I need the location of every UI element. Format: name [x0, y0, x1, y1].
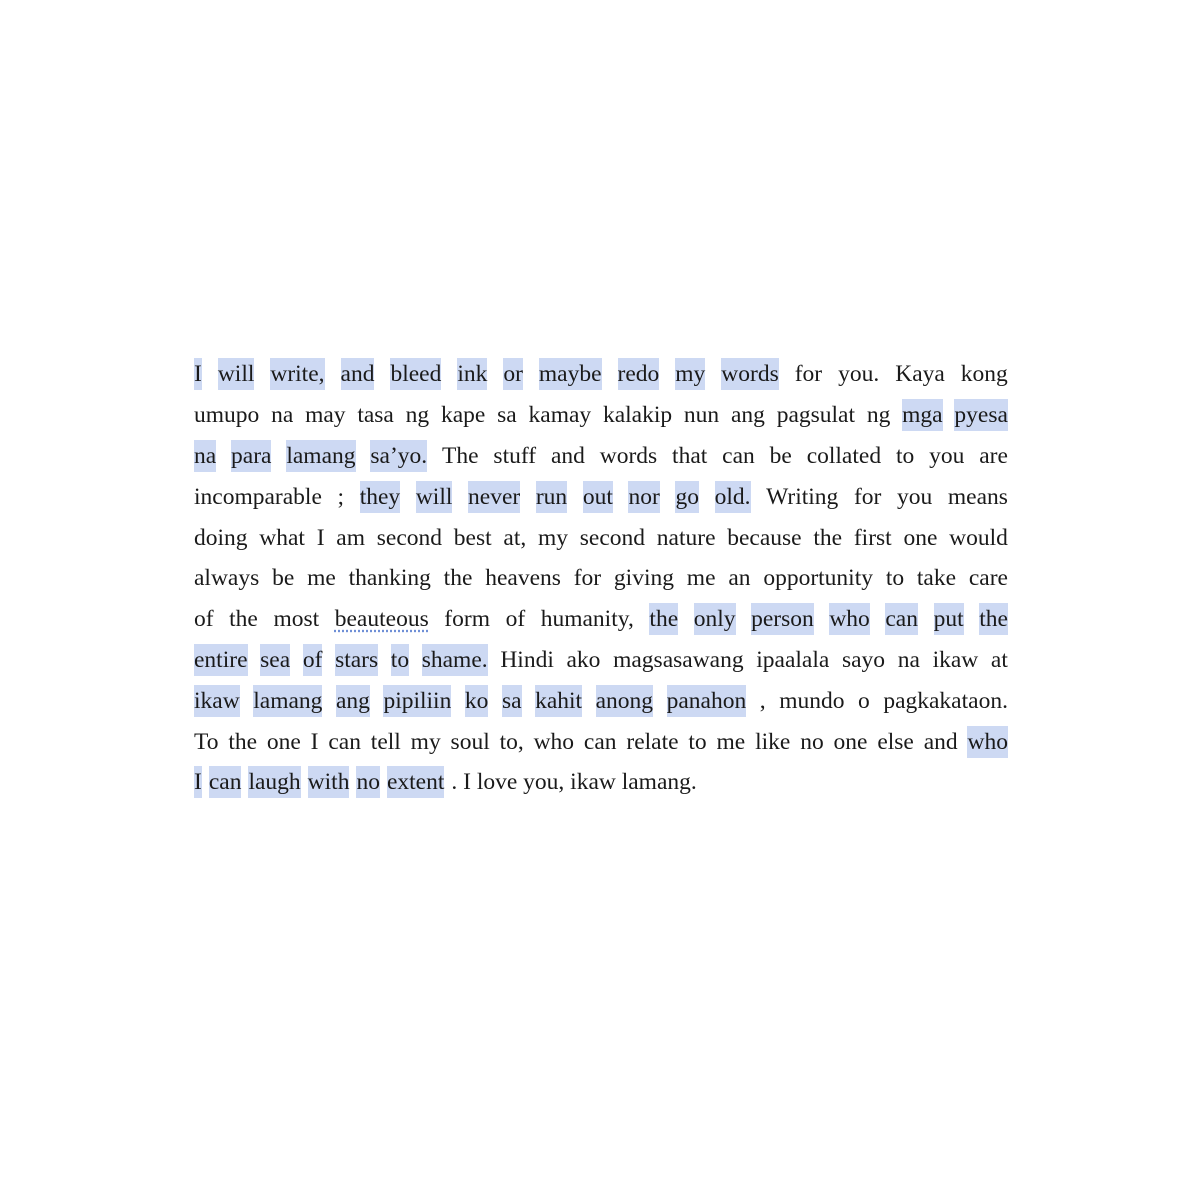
word: Hindi	[500, 646, 554, 673]
word: the	[813, 524, 843, 551]
word: my	[537, 524, 569, 551]
word: sayo	[841, 646, 886, 673]
highlighted-word: na	[194, 440, 216, 472]
highlighted-word: go	[675, 481, 699, 513]
word: for	[794, 361, 823, 388]
word: can	[722, 442, 755, 469]
word: and	[550, 442, 585, 469]
word: na	[271, 402, 294, 429]
word: na	[897, 646, 920, 673]
word: mundo	[779, 687, 845, 714]
word: ikaw	[932, 646, 979, 673]
word: you	[929, 442, 965, 469]
text-line	[194, 395, 1008, 436]
word: who	[533, 728, 575, 755]
word: of	[505, 606, 526, 633]
word: me	[686, 565, 716, 592]
word: because	[727, 524, 802, 551]
word: ang	[730, 402, 765, 429]
underlined-word: beauteous	[334, 606, 429, 633]
word: . I love you, ikaw lamang.	[451, 769, 697, 796]
word: Writing	[766, 483, 839, 510]
highlighted-word: who	[829, 603, 869, 635]
word: pagsulat	[776, 402, 856, 429]
text-line	[194, 599, 1008, 640]
word: collated	[806, 442, 882, 469]
highlighted-word: only	[694, 603, 736, 635]
highlighted-word: ikaw	[194, 685, 240, 717]
highlighted-word: nor	[628, 481, 659, 513]
text-line	[194, 680, 1008, 721]
highlighted-word: put	[934, 603, 964, 635]
highlighted-word: anong	[596, 685, 653, 717]
highlighted-word: and	[341, 358, 375, 390]
word: may	[305, 402, 346, 429]
word: ng	[405, 402, 430, 429]
word: giving	[613, 565, 674, 592]
word: I	[316, 524, 325, 551]
highlighted-word: I	[194, 766, 202, 798]
highlighted-word: no	[356, 766, 380, 798]
word: one	[833, 728, 868, 755]
word: at,	[503, 524, 527, 551]
word: tell	[370, 728, 401, 755]
word: for	[573, 565, 602, 592]
highlighted-word: the	[649, 603, 678, 635]
highlighted-word: shame.	[422, 644, 488, 676]
highlighted-word: lamang	[253, 685, 322, 717]
word: Kaya	[895, 361, 945, 388]
word: o	[858, 687, 870, 714]
text-line	[194, 558, 1008, 599]
word: umupo	[194, 402, 260, 429]
highlighted-word: I	[194, 358, 202, 390]
highlighted-word: person	[751, 603, 814, 635]
word: kape	[440, 402, 486, 429]
word: the	[228, 728, 258, 755]
word: like	[755, 728, 791, 755]
word: form	[444, 606, 490, 633]
word: ng	[866, 402, 891, 429]
highlighted-word: never	[468, 481, 520, 513]
highlighted-word: of	[303, 644, 323, 676]
highlighted-word: panahon	[667, 685, 747, 717]
word: one	[903, 524, 938, 551]
highlighted-word: my	[675, 358, 705, 390]
word: soul	[450, 728, 490, 755]
word: and	[923, 728, 958, 755]
text-line	[194, 762, 1008, 803]
highlighted-word: entire	[194, 644, 248, 676]
word: I	[310, 728, 319, 755]
highlighted-word: ang	[336, 685, 370, 717]
word: for	[853, 483, 882, 510]
word: at	[990, 646, 1008, 673]
word: be	[272, 565, 295, 592]
word: kong	[960, 361, 1008, 388]
highlighted-word: ko	[465, 685, 489, 717]
word: humanity,	[540, 606, 634, 633]
word: incomparable	[194, 483, 322, 510]
word: to	[885, 565, 905, 592]
word: one	[266, 728, 301, 755]
highlighted-word: ink	[457, 358, 487, 390]
highlighted-word: stars	[335, 644, 378, 676]
word: best	[453, 524, 492, 551]
word: an	[728, 565, 751, 592]
word: ako	[566, 646, 601, 673]
highlighted-word: bleed	[390, 358, 441, 390]
highlighted-word: to	[391, 644, 409, 676]
highlighted-word: redo	[618, 358, 660, 390]
word: doing	[194, 524, 248, 551]
word: the	[229, 606, 258, 633]
word: magsasawang	[613, 646, 744, 673]
word: thanking	[348, 565, 431, 592]
word: what	[259, 524, 305, 551]
highlighted-word: with	[308, 766, 350, 798]
word: my	[410, 728, 441, 755]
highlighted-word: they	[360, 481, 400, 513]
word: means	[947, 483, 1008, 510]
word: are	[979, 442, 1008, 469]
word: nun	[683, 402, 720, 429]
word: second	[376, 524, 443, 551]
word: the	[443, 565, 473, 592]
highlighted-word: sa	[502, 685, 522, 717]
word: pagkakataon.	[883, 687, 1008, 714]
word: you.	[838, 361, 880, 388]
word: ,	[759, 687, 766, 714]
word: ;	[337, 483, 345, 510]
word: to	[688, 728, 707, 755]
highlighted-word: para	[231, 440, 271, 472]
word: be	[769, 442, 792, 469]
highlighted-word: will	[218, 358, 255, 390]
highlighted-word: can	[885, 603, 918, 635]
highlighted-word: old.	[715, 481, 751, 513]
word: most	[273, 606, 320, 633]
word: me	[716, 728, 746, 755]
word: ipaalala	[756, 646, 830, 673]
text-line	[194, 721, 1008, 762]
word: can	[583, 728, 617, 755]
text-line	[194, 476, 1008, 517]
word: to	[895, 442, 915, 469]
text-line	[194, 517, 1008, 558]
highlighted-word: lamang	[286, 440, 355, 472]
word: stuff	[493, 442, 537, 469]
highlighted-word: pyesa	[954, 399, 1008, 431]
word: kalakip	[602, 402, 673, 429]
highlighted-word: pipiliin	[383, 685, 451, 717]
highlighted-word: will	[416, 481, 453, 513]
word: To	[194, 728, 219, 755]
word: else	[877, 728, 914, 755]
highlighted-word: words	[721, 358, 778, 390]
word: always	[194, 565, 260, 592]
highlighted-word: laugh	[248, 766, 300, 798]
word: tasa	[357, 402, 394, 429]
highlighted-word: out	[583, 481, 613, 513]
highlighted-word: kahit	[535, 685, 582, 717]
highlighted-word: run	[536, 481, 567, 513]
word: relate	[626, 728, 679, 755]
word: that	[672, 442, 708, 469]
highlighted-word: mga	[902, 399, 942, 431]
word: no	[800, 728, 824, 755]
word: kamay	[528, 402, 592, 429]
word: would	[949, 524, 1008, 551]
text-line	[194, 354, 1008, 395]
highlighted-word: write,	[270, 358, 324, 390]
text-line	[194, 436, 1008, 477]
word: me	[307, 565, 336, 592]
word: second	[579, 524, 646, 551]
word: The	[442, 442, 479, 469]
word: take	[916, 565, 957, 592]
word: of	[194, 606, 214, 633]
highlighted-word: who	[967, 726, 1007, 758]
highlighted-word: extent	[387, 766, 444, 798]
text-line	[194, 640, 1008, 681]
word: sa	[497, 402, 517, 429]
text-paragraph	[194, 354, 1008, 803]
highlighted-word: maybe	[539, 358, 602, 390]
word: opportunity	[763, 565, 873, 592]
word: nature	[656, 524, 716, 551]
highlighted-word: or	[503, 358, 523, 390]
word: words	[599, 442, 658, 469]
word: you	[896, 483, 933, 510]
word: to,	[499, 728, 524, 755]
highlighted-word: sea	[260, 644, 290, 676]
word: heavens	[485, 565, 561, 592]
highlighted-word: can	[209, 766, 242, 798]
word: am	[336, 524, 366, 551]
highlighted-word: sa’yo.	[370, 440, 427, 472]
highlighted-word: the	[979, 603, 1008, 635]
word: can	[328, 728, 361, 755]
word: care	[968, 565, 1008, 592]
word: first	[853, 524, 892, 551]
